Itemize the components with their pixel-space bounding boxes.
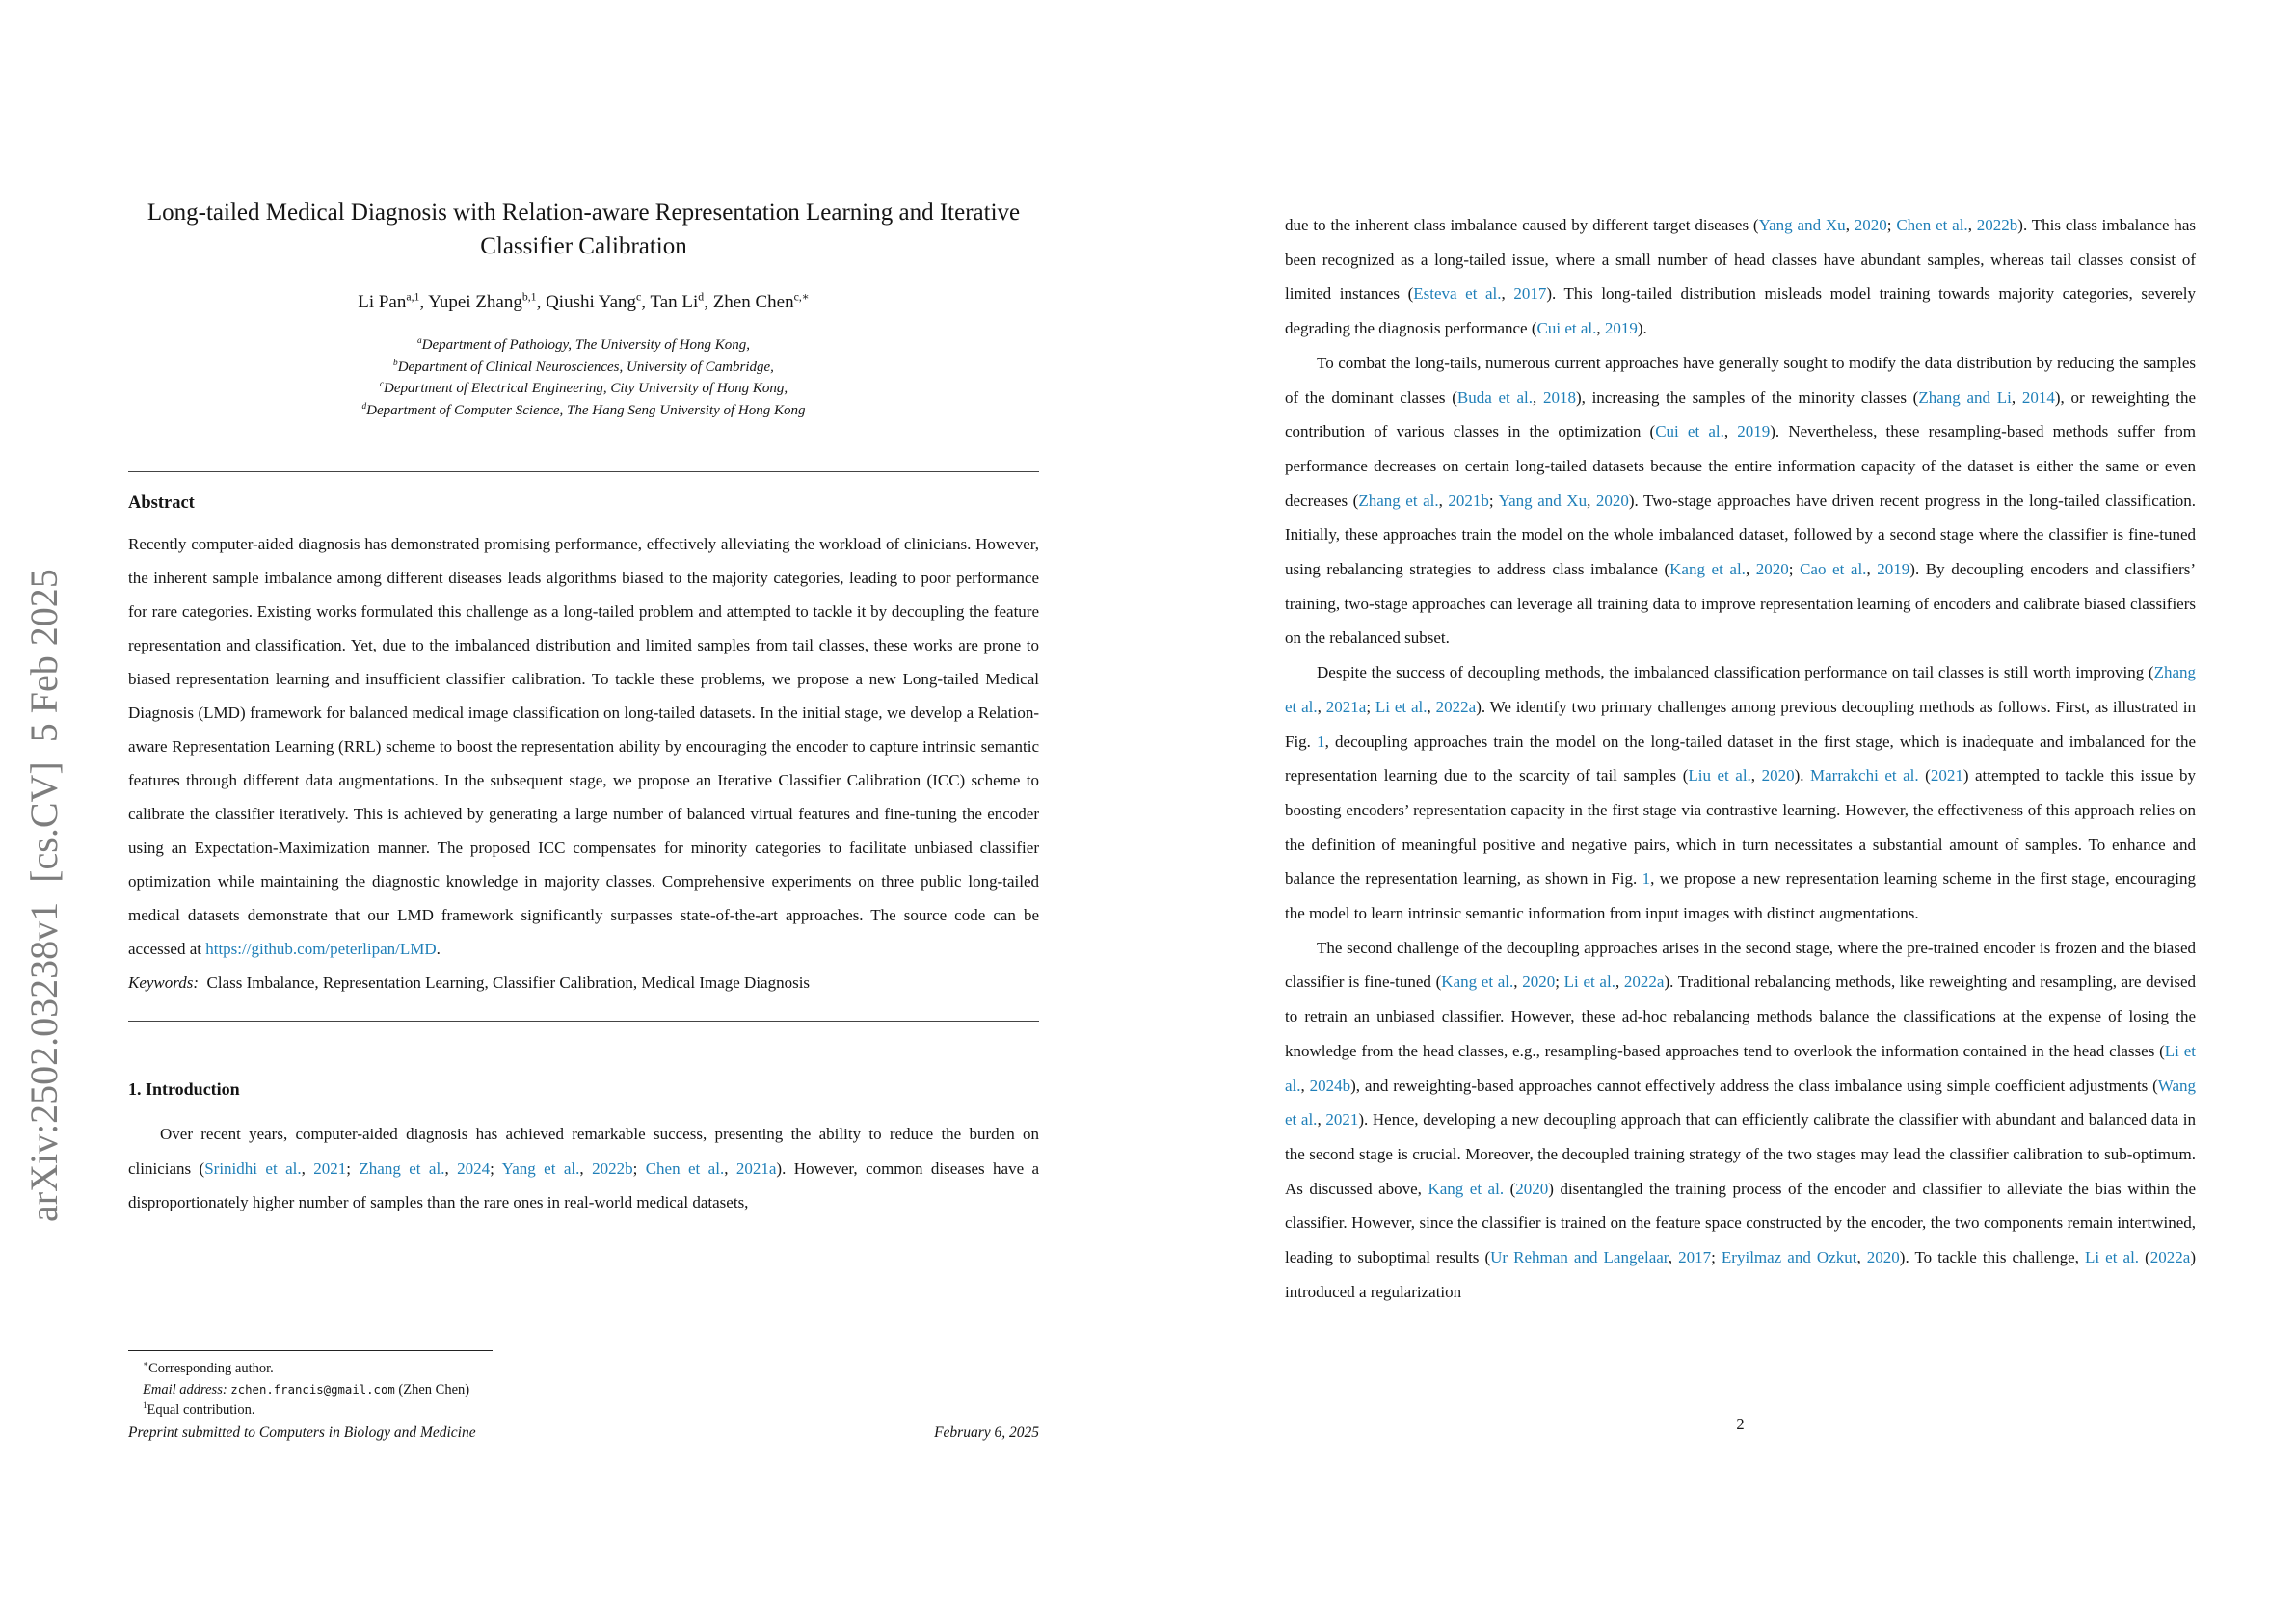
citation-link[interactable]: 2022a: [1623, 972, 1665, 992]
citation-link[interactable]: Chen et al.: [645, 1158, 725, 1178]
citation-link[interactable]: 2020: [1522, 972, 1556, 992]
citation-link[interactable]: 2020: [1866, 1248, 1900, 1267]
footnote-rule: [128, 1350, 493, 1351]
citation-link[interactable]: 2020: [1854, 216, 1887, 234]
citation-link[interactable]: Cao et al.: [1800, 560, 1867, 579]
citation-link[interactable]: 2020: [1755, 560, 1789, 579]
citation-link[interactable]: 2017: [1513, 284, 1547, 304]
citation-link[interactable]: Wang et al.: [1285, 1076, 2196, 1130]
citation-link[interactable]: Li et al.: [1563, 972, 1615, 992]
body-paragraph: To combat the long-tails, numerous current approaches have generally sought to modify the data distribution by reducing the samples of the dominant classes (Buda et al., 2018), increasing the samples of the minority classes (Zhang and Li, 2014), or reweighting the contribution of various classes in the optimization (Cui et al., 2019). Nevertheless, these resampling-based methods suffer from performance decreases on certain long-tailed datasets because the entire information capacity of the dataset is either the same or even decreases (Zhang et al., 2021b; Yang and Xu, 2020). Two-stage approaches have driven recent progress in the long-tailed classification. Initially, these approaches train the model on the whole imbalanced dataset, followed by a second stage where the classifier is fine-tuned using rebalancing strategies to address class imbalance (Kang et al., 2020; Cao et al., 2019). By decoupling encoders and classifiers’ training, two-stage approaches can leverage all training data to improve representation learning of encoders and calibrate biased classifiers on the rebalanced subset.: [1285, 353, 2197, 648]
citation-link[interactable]: 2014: [2021, 387, 2055, 407]
citation-link[interactable]: Zhang et al.: [359, 1158, 445, 1178]
citation-link[interactable]: 2024b: [1309, 1076, 1351, 1095]
body-paragraph: Despite the success of decoupling methods, the imbalanced classification performance on tail classes is still worth improving (Zhang et al., 2021a; Li et al., 2022a). We identify two primary challenges among previous decoupling methods as follows. First, as illustrated in Fig. 1, decoupling approaches train the model on the long-tailed dataset in the first stage, which is inadequate and imbalanced for the representation learning due to the scarcity of tail samples (Liu et al., 2020). Marrakchi et al. (2021) attempted to tackle this issue by boosting encoders’ representation capacity in the first stage via contrastive learning. However, the effectiveness of this approach relies on the definition of meaningful positive and negative pairs, which in turn necessitates a substantial amount of samples. To enhance and balance the representation learning, as shown in Fig. 1, we propose a new representation learning scheme in the first stage, encouraging the model to learn intrinsic semantic information from input images with distinct augmentations.: [1285, 663, 2196, 923]
citation-link[interactable]: 2021: [313, 1158, 347, 1178]
figure-ref-link[interactable]: 1: [1317, 732, 1325, 751]
citation-link[interactable]: 2020: [1761, 766, 1795, 785]
section-heading-introduction: 1. Introduction: [128, 1079, 240, 1099]
page-number: 2: [1736, 1415, 1745, 1433]
citation-link[interactable]: 2020: [1595, 491, 1629, 510]
citation-link[interactable]: Zhang et al.: [1285, 663, 2196, 716]
citation-link[interactable]: Li et al.: [1375, 697, 1428, 716]
body-paragraph: The second challenge of the decoupling approaches arises in the second stage, where the pre-trained encoder is frozen and the biased classifier is fine-tuned (Kang et al., 2020; Li et al., 2022a). Traditional rebalancing methods, like reweighting and resampling, are devised to retrain an unbiased classifier. However, these ad-hoc rebalancing methods balance the classifications at the expense of losing the knowledge from the head classes, e.g., resampling-based approaches tend to overlook the information contained in the head classes (Li et al., 2024b), and reweighting-based approaches cannot effectively address the class imbalance using simple coefficient adjustments (Wang et al., 2021). Hence, developing a new decoupling approach that can efficiently calibrate the classifier with abundant and balanced data in the second stage is crucial. Moreover, the decoupled training strategy of the two stages may lead the classifier calibration to sub-optimum. As discussed above, Kang et al. (2020) disentangled the training process of the encoder and classifier to alleviate the bias within the classifier. However, since the classifier is trained on the feature space constructed by the encoder, the two components remain intertwined, leading to suboptimal results (Ur Rehman and Langelaar, 2017; Eryilmaz and Ozkut, 2020). To tackle this challenge, Li et al. (2022a) introduced a regularization: [1285, 938, 2197, 1301]
citation-link[interactable]: 2021: [1325, 1110, 1359, 1130]
footnote-equal-contribution: $^1$Equal contribution.: [143, 1400, 255, 1418]
citation-link[interactable]: 2021: [1930, 766, 1963, 785]
divider: [128, 471, 1039, 472]
body-paragraph: due to the inherent class imbalance caused by different target diseases (Yang and Xu, 2020; Chen et al., 2022b). This class imbalance has been recognized as a long-tailed issue, where a small number of head classes have abundant samples, whereas tail classes consist of limited instances (Esteva et al., 2017). This long-tailed distribution misleads model training towards majority categories, severely degrading the diagnosis performance (Cui et al., 2019).: [1285, 216, 2197, 338]
citation-link[interactable]: Ur Rehman and Langelaar: [1490, 1248, 1669, 1267]
citation-link[interactable]: 2019: [1604, 319, 1638, 338]
footnote-corresponding-author: ∗Corresponding author.: [143, 1359, 274, 1376]
page-footer: [128, 1424, 1039, 1442]
citation-link[interactable]: 2022a: [1435, 697, 1477, 716]
affiliation-line: $^a$Department of Pathology, The University of Hong Kong,: [416, 336, 751, 353]
citation-link[interactable]: 2018: [1542, 387, 1576, 407]
citation-link[interactable]: 2020: [1515, 1179, 1549, 1198]
footnote-email: Email address: zchen.francis@gmail.com (Zhen Chen): [143, 1381, 470, 1397]
citation-link[interactable]: 2019: [1877, 560, 1910, 579]
citation-link[interactable]: 2022a: [2149, 1248, 2191, 1267]
abstract-text: Recently computer-aided diagnosis has demonstrated promising performance, effectively alleviating the workload of clinicians. However, the inherent sample imbalance among different diseases leads algorithms biased to the majority categories, leading to poor performance for rare categories. Existing works formulated this challenge as a long-tailed problem and attempted to tackle it by decoupling the feature representation and classification. Yet, due to the imbalanced distribution and limited samples from tail classes, these works are prone to biased representation learning and insufficient classifier calibration. To tackle these problems, we propose a new Long-tailed Medical Diagnosis (LMD) framework for balanced medical image classification on long-tailed datasets. In the initial stage, we develop a Relation-aware Representation Learning (RRL) scheme to boost the representation ability by encouraging the encoder to capture intrinsic semantic features through different data augmentations. In the subsequent stage, we propose an Iterative Classifier Calibration (ICC) scheme to calibrate the classifier iteratively. This is achieved by generating a large number of balanced virtual features and fine-tuning the encoder using an Expectation-Maximization manner. The proposed ICC compensates for minority categories to facilitate unbiased classifier optimization while maintaining the diagnostic knowledge in majority classes. Comprehensive experiments on three public long-tailed medical datasets demonstrate that our LMD framework significantly surpasses state-of-the-art approaches. The source code can be accessed at https://github.com/peterlipan/LMD.: [128, 535, 1039, 958]
footnote-block: [128, 1359, 1039, 1422]
affiliation-block: [128, 334, 1039, 421]
citation-link[interactable]: 2017: [1678, 1248, 1712, 1267]
arxiv-watermark: arXiv:2502.03238v1 [cs.CV] 5 Feb 2025: [22, 569, 66, 1222]
page-2-body: [1285, 0, 2196, 1310]
affiliation-line: $^b$Department of Clinical Neurosciences, University of Cambridge,: [393, 358, 774, 375]
divider: [128, 1021, 1039, 1022]
footer-date: February 6, 2025: [934, 1424, 1039, 1441]
citation-link[interactable]: Yang and Xu: [1758, 216, 1846, 234]
citation-link[interactable]: Yang and Xu: [1498, 491, 1588, 510]
github-link[interactable]: https://github.com/peterlipan/LMD: [205, 940, 437, 958]
figure-ref-link[interactable]: 1: [1642, 869, 1651, 889]
author-line: Li Pan$^{a,1}$, Yupei Zhang$^{b,1}$, Qiushi Yang$^c$, Tan Li$^d$, Zhen Chen$^{c,∗}$: [358, 290, 810, 312]
affiliation-line: $^d$Department of Computer Science, The Hang Seng University of Hong Kong: [361, 401, 806, 418]
citation-link[interactable]: Chen et al.: [1896, 216, 1968, 234]
citation-link[interactable]: Cui et al.: [1655, 422, 1724, 441]
citation-link[interactable]: 2022b: [1976, 216, 2018, 234]
citation-link[interactable]: Yang et al.: [501, 1158, 580, 1178]
citation-link[interactable]: Cui et al.: [1536, 319, 1597, 338]
citation-link[interactable]: Kang et al.: [1428, 1179, 1505, 1198]
page-2: [1285, 0, 2196, 1623]
citation-link[interactable]: 2019: [1737, 422, 1771, 441]
citation-link[interactable]: Kang et al.: [1669, 560, 1746, 579]
citation-link[interactable]: Srinidhi et al.: [204, 1158, 302, 1178]
citation-link[interactable]: Buda et al.: [1456, 387, 1533, 407]
citation-link[interactable]: Zhang and Li: [1918, 387, 2012, 407]
citation-link[interactable]: Esteva et al.: [1413, 284, 1502, 304]
citation-link[interactable]: Marrakchi et al.: [1810, 766, 1919, 785]
citation-link[interactable]: 2021b: [1448, 491, 1489, 510]
citation-link[interactable]: Kang et al.: [1441, 972, 1514, 992]
keywords-line: Keywords: Class Imbalance, Representation Learning, Classifier Calibration, Medical Image Diagnosis: [128, 973, 811, 992]
citation-link[interactable]: Eryilmaz and Ozkut: [1721, 1248, 1857, 1267]
citation-link[interactable]: 2021a: [1325, 697, 1367, 716]
abstract-heading: Abstract: [128, 493, 195, 513]
intro-paragraph: Over recent years, computer-aided diagnosis has achieved remarkable success, presenting the ability to reduce the burden on clinicians (Srinidhi et al., 2021; Zhang et al., 2024; Yang et al., 2022b; Chen et al., 2021a). However, common diseases have a disproportionately higher number of samples than the rare ones in real-world medical datasets,: [128, 1125, 1040, 1211]
affiliation-line: $^c$Department of Electrical Engineering, City University of Hong Kong,: [379, 380, 788, 396]
citation-link[interactable]: Zhang et al.: [1358, 491, 1439, 510]
citation-link[interactable]: 2021a: [735, 1158, 777, 1178]
citation-link[interactable]: Li et al.: [2085, 1248, 2140, 1267]
citation-link[interactable]: Li et al.: [1285, 1041, 2196, 1095]
citation-link[interactable]: 2024: [457, 1158, 491, 1178]
citation-link[interactable]: Liu et al.: [1688, 766, 1751, 785]
footer-preprint-note: Preprint submitted to Computers in Biology and Medicine: [128, 1424, 476, 1441]
paper-title: Long-tailed Medical Diagnosis with Relation-aware Representation Learning and Iterative Classifier Calibration: [147, 200, 1021, 259]
page-1: [128, 0, 1039, 1623]
citation-link[interactable]: 2022b: [592, 1158, 633, 1178]
